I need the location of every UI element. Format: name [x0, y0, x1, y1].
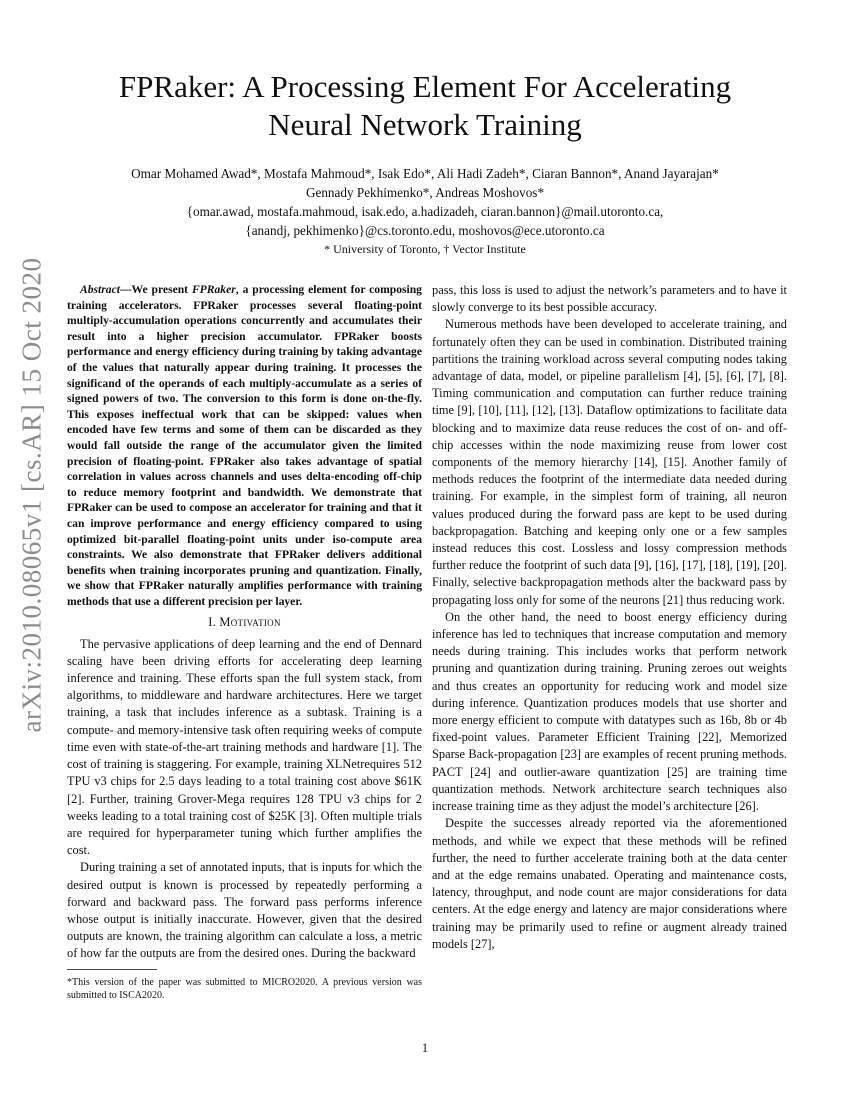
- abstract-text: , a processing element for composing training accelerators. FPRaker processes several floating-point multiply-accumulation operations concurrently and accumulates their result into a higher precision accumulator. FPRaker boosts performance and energy efficiency during training by taking advantage of the values that naturally appear during training. It processes the significand of the operands of each multiply-accumulate as a series of signed powers of two. The conversion to this form is done on-the-fly. This exposes ineffectual work that can be skipped: values when encoded have few terms and some of them can be discarded as they would fall outside the range of the accumulator given the limited precision of floating-point. FPRaker also takes advantage of spatial correlation in values across channels and uses delta-encoding off-chip to reduce memory footprint and bandwidth. We demonstrate that FPRaker can be used to compose an accelerator for training and that it can improve performance and energy efficiency compared to using optimized bit-parallel floating-point units under iso-compute area constraints. We also demonstrate that FPRaker delivers additional benefits when training incorporates pruning and quantization. Finally, we show that FPRaker naturally amplifies performance with training methods that use a different precision per layer.: [67, 283, 422, 608]
- footnote-rule: [67, 969, 157, 970]
- right-paragraph-4: Despite the successes already reported via the aforementioned methods, and while we expect that these methods will be refined further, the need to further accelerate training both at the data center and at the edge remains unabated. Operating and maintenance costs, latency, throughput, and node count are major considerations for data centers. At the edge energy and latency are major considerations where training may be primarily used to refine or augment already trained models [27],: [432, 816, 787, 951]
- title-line-2: Neural Network Training: [268, 107, 582, 142]
- abstract-dash: —We present: [119, 283, 192, 296]
- right-paragraph-1: pass, this loss is used to adjust the network’s parameters and to have it slowly converge to its best possible accuracy.: [432, 283, 787, 315]
- emails-line-2: {anandj, pekhimenko}@cs.toronto.edu, moshovos@ece.utoronto.ca: [245, 223, 605, 238]
- emails-line-1: {omar.awad, mostafa.mahmoud, isak.edo, a.hadizadeh, ciaran.bannon}@mail.utoronto.ca,: [186, 204, 664, 219]
- section-heading: I. Motivation: [208, 615, 281, 630]
- footnote: *This version of the paper was submitted to MICRO2020. A previous version was submitted to ISCA2020.: [67, 977, 422, 1001]
- page-number: 1: [421, 1041, 429, 1055]
- motivation-paragraph-1: The pervasive applications of deep learning and the end of Dennard scaling have been driving efforts for accelerating deep learning inference and training. These efforts span the full system stack, from algorithms, to middleware and hardware architectures. Here we target training, a task that includes inference as a subtask. Training is a compute- and memory-intensive task often requiring weeks of compute time even with state-of-the-art training methods and hardware [1]. The cost of training is staggering. For example, training XLNetrequires 512 TPU v3 chips for 2.5 days leading to a total training cost above $61K [2]. Further, training Grover-Mega requires 128 TPU v3 chips for 2 weeks leading to a total training cost of $25K [3]. Often multiple trials are required for hyperparameter tuning which further amplifies the cost.: [67, 636, 422, 858]
- title-line-1: FPRaker: A Processing Element For Accelerating: [118, 69, 732, 104]
- abstract-label: Abstract: [80, 283, 120, 296]
- abstract: [67, 282, 422, 609]
- author-block: [60, 164, 790, 259]
- affiliations: * University of Toronto, † Vector Institute: [324, 242, 526, 256]
- left-column: [67, 282, 422, 963]
- motivation-paragraph-2: During training a set of annotated inputs, that is inputs for which the desired output is known is processed by repeatedly performing a forward and backward pass. The forward pass performs inference whose output is initially inaccurate. However, given that the desired outputs are known, the training algorithm can calculate a loss, a metric of how far the outputs are from the desired ones. During the backward: [67, 860, 422, 961]
- right-paragraph-3: On the other hand, the need to boost energy efficiency during inference has led to techniques that increase computation and memory needs during training. This includes works that perform network pruning and quantization during training. Pruning zeroes out weights and thus creates an opportunity for reducing work and model size during inference. Quantization produces models that use shorter and more energy efficient to compute with datatypes such as 16b, 8b or 4b fixed-point values. Parameter Efficient Training [22], Memorized Sparse Back-propagation [23] are examples of recent pruning methods. PACT [24] and outlier-aware quantization [25] are training time quantization methods. Network architecture search techniques also increase training time as they adjust the model’s architecture [26].: [432, 609, 787, 814]
- abstract-system-name: FPRaker: [191, 283, 236, 296]
- arxiv-identifier: arXiv:2010.08065v1 [cs.AR] 15 Oct 2020: [16, 257, 47, 733]
- authors-line-2: Gennady Pekhimenko*, Andreas Moshovos*: [305, 185, 545, 200]
- arxiv-sidebar-stamp: [6, 257, 58, 733]
- right-column: [432, 282, 787, 953]
- right-paragraph-2: Numerous methods have been developed to accelerate training, and fortunately often they can be used in combination. Distributed training partitions the training workload across several computing nodes taking advantage of data, model, or pipeline parallelism [4], [5], [6], [7], [8]. Timing communication and computation can further reduce training time [9], [10], [11], [12], [13]. Dataflow optimizations to facilitate data blocking and to maximize data reuse reduces the cost of on- and off-chip accesses within the node maximizing reuse from lower cost components of the memory hierarchy [14], [15]. Another family of methods reduces the footprint of the intermediate data needed during training. For example, in the simplest form of training, all neuron values produced during the forward pass are kept to be used during backpropagation. Batching and keeping only one or a few samples instead reduces this cost. Lossless and lossy compression methods further reduce the footprint of such data [9], [16], [17], [18], [19], [20]. Finally, selective backpropagation methods alter the backward pass by propagating loss only for some of the neurons [21] thus reducing work.: [432, 317, 787, 607]
- paper-title: [70, 68, 780, 144]
- authors-line-1: Omar Mohamed Awad*, Mostafa Mahmoud*, Isak Edo*, Ali Hadi Zadeh*, Ciaran Bannon*, Anand Jayarajan*: [131, 166, 719, 181]
